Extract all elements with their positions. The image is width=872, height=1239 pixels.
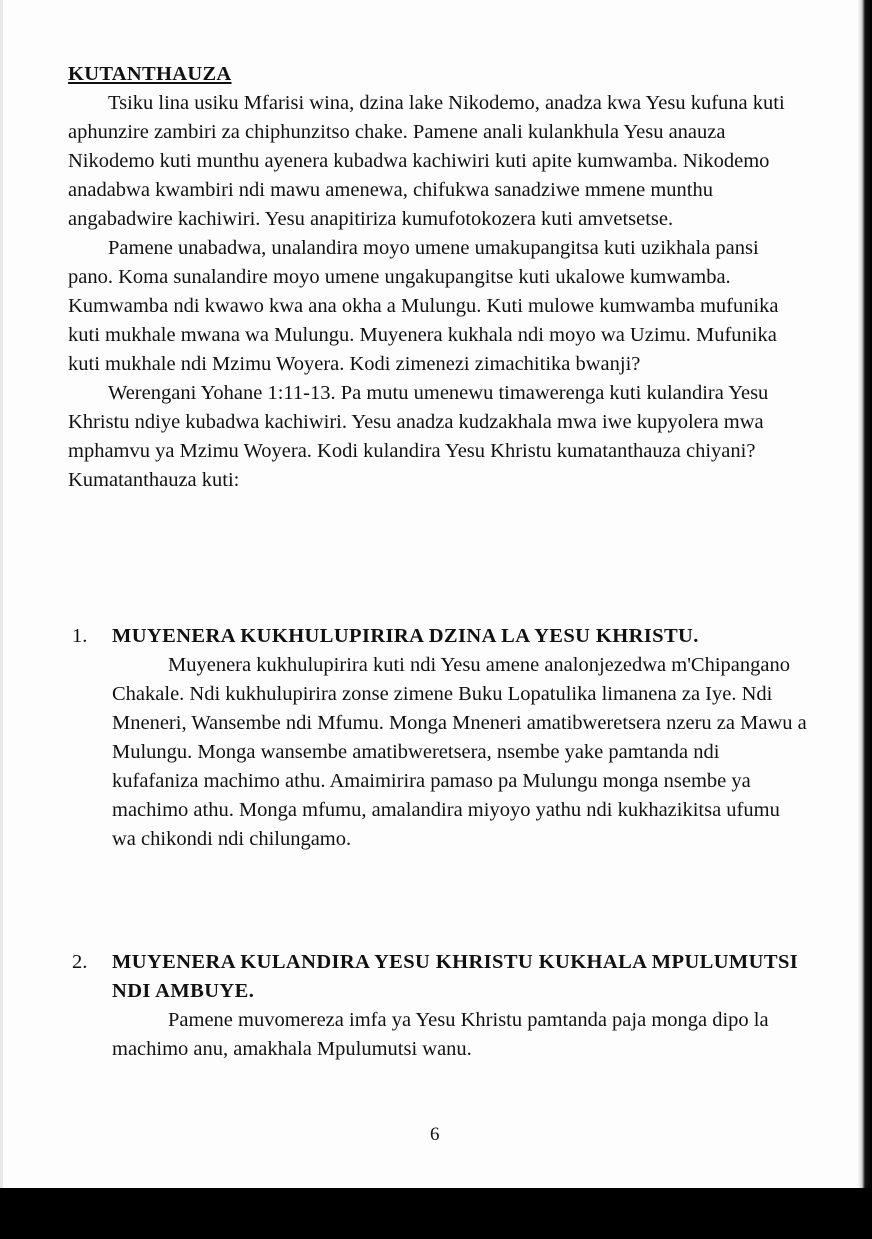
- paragraph-2: Pamene unabadwa, unalandira moyo umene umakupangitsa kuti uzikhala pansi pano. Koma sunalandire moyo umene ungakupangitse kuti ukalowe kumwamba. Kumwamba ndi kwawo kwa ana okha a Mulungu. Kuti mulowe kumwamba mufunika kuti mukhale mwana wa Mulungu. Muyenera kukhala ndi moyo wa Uzimu. Mufunika kuti mukhale ndi Mzimu Woyera. Kodi zimenezi zimachitika bwanji?: [68, 237, 779, 375]
- list-title: MUYENERA KULANDIRA YESU KHRISTU KUKHALA MPULUMUTSI NDI AMBUYE.: [112, 951, 799, 1002]
- page-number: 6: [430, 1124, 440, 1145]
- body-text: [68, 89, 808, 495]
- scan-bottom-border: [0, 1188, 872, 1239]
- list-item-1: [72, 622, 808, 854]
- list-body: Pamene muvomereza imfa ya Yesu Khristu pamtanda paja monga dipo la machimo anu, amakhala Mpulumutsi wanu.: [112, 1009, 769, 1060]
- list-title: MUYENERA KUKHULUPIRIRA DZINA LA YESU KHRISTU.: [112, 625, 699, 647]
- page-right-edge: [858, 0, 872, 1239]
- list-number: 2.: [72, 951, 88, 973]
- paragraph-1: Tsiku lina usiku Mfarisi wina, dzina lake Nikodemo, anadza kwa Yesu kufuna kuti aphunzire zambiri za chiphunzitso chake. Pamene anali kulankhula Yesu anauza Nikodemo kuti munthu ayenera kubadwa kachiwiri kuti apite kumwamba. Nikodemo anadabwa kwambiri ndi mawu amenewa, chifukwa sanadziwe mmene munthu angabadwire kachiwiri. Yesu anapitiriza kumufotokozera kuti amvetsetse.: [68, 92, 785, 230]
- list-item-2: [72, 948, 808, 1064]
- page-left-edge: [0, 0, 3, 1188]
- list-number: 1.: [72, 625, 88, 647]
- list-body: Muyenera kukhulupirira kuti ndi Yesu amene analonjezedwa m'Chipangano Chakale. Ndi kukhulupirira zonse zimene Buku Lopatulika limanena za Iye. Ndi Mneneri, Wansembe ndi Mfumu. Monga Mneneri amatibweretsera nzeru za Mawu a Mulungu. Monga wansembe amatibweretsera, nsembe yake pamtanda ndi kufafaniza machimo athu. Amaimirira pamaso pa Mulungu monga nsembe ya machimo athu. Monga mfumu, amalandira miyoyo yathu ndi kukhazikitsa ufumu wa chikondi ndi chilungamo.: [112, 654, 807, 850]
- paragraph-3: Werengani Yohane 1:11-13. Pa mutu umenewu timawerenga kuti kulandira Yesu Khristu ndiye kubadwa kachiwiri. Yesu anadza kudzakhala mwa iwe kupyolera mwa mphamvu ya Mzimu Woyera. Kodi kulandira Yesu Khristu kumatanthauza chiyani? Kumatanthauza kuti:: [68, 382, 769, 491]
- section-heading: KUTANTHAUZA: [68, 63, 232, 85]
